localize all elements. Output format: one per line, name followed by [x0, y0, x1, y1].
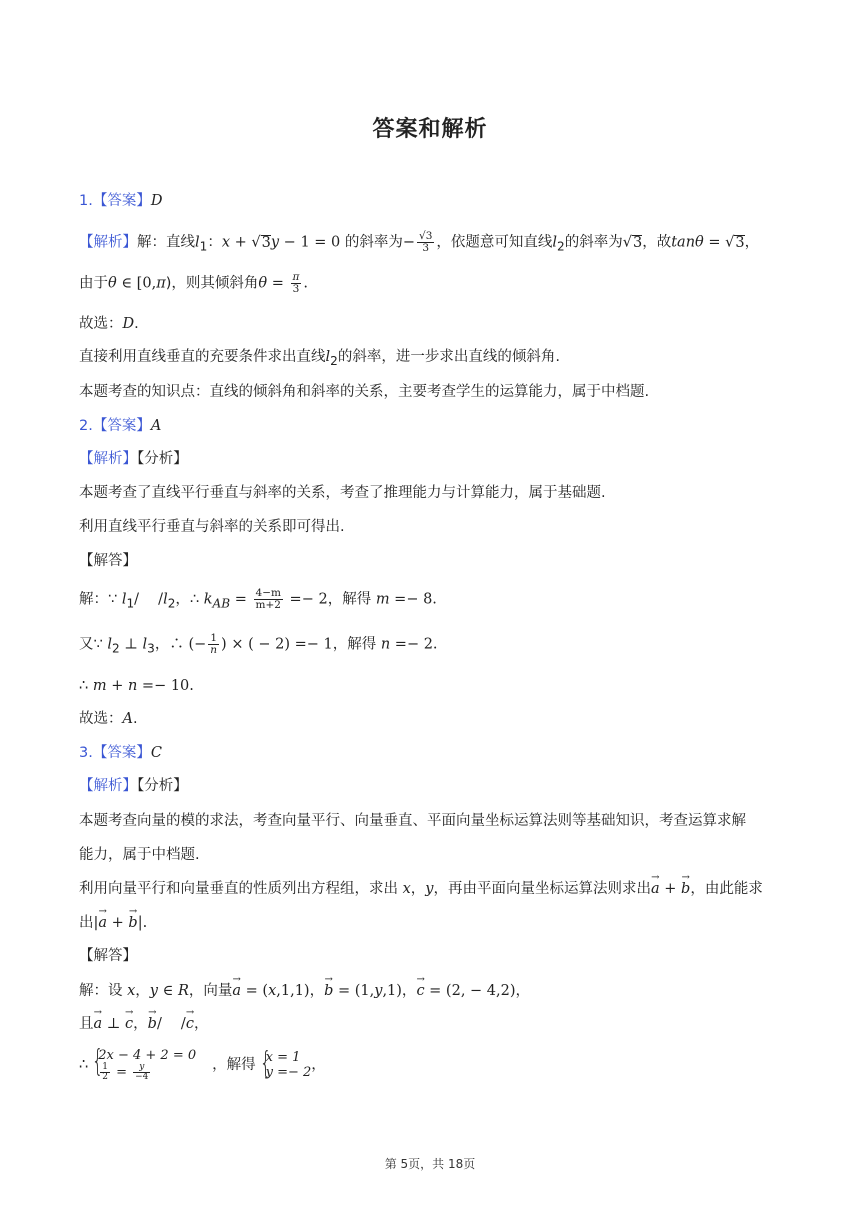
- math: +: [230, 234, 252, 251]
- q3-answer-head: 3.【答案】: [79, 745, 151, 761]
- vector: → b: [128, 912, 137, 934]
- math: ⊥: [119, 636, 143, 653]
- subscript: 1: [199, 239, 208, 254]
- math: ) × ( − 2) =− 1，解得: [221, 636, 381, 653]
- math: l: [552, 234, 558, 251]
- math: l: [325, 349, 331, 365]
- numerator: 4−m: [255, 587, 281, 599]
- vector: → a: [98, 912, 107, 934]
- math: =: [703, 234, 726, 251]
- text: ，向量: [188, 983, 233, 999]
- text: ，: [410, 881, 426, 897]
- math: tanθ: [671, 234, 704, 251]
- text: 利用向量平行和向量垂直的性质列出方程组，求出: [79, 881, 403, 897]
- q1-knowledge-line: 本题考查的知识点：直线的倾斜角和斜率的关系，主要考查学生的运算能力，属于中档题.: [79, 384, 650, 400]
- equation-system-1: { 2x − 4 + 2 = 0 $\frac{1}{2}$ = $\frac{y}{-4}$: [92, 1044, 197, 1082]
- text: 出|: [79, 915, 99, 931]
- q3-fenxi-line2: 能力，属于中档题.: [79, 847, 200, 863]
- math: θ: [258, 275, 268, 292]
- page-title: 答案和解析: [372, 117, 488, 142]
- text: ，: [744, 234, 760, 251]
- math: y: [425, 881, 434, 897]
- q2-fenxi-line1: 本题考查了直线平行垂直与斜率的关系，考查了推理能力与计算能力，属于基础题.: [79, 485, 606, 501]
- vector: → c: [125, 1013, 133, 1035]
- q1-analysis-tag: 【解析】: [79, 234, 137, 251]
- text: ，依题意可知直线: [436, 234, 553, 251]
- math: ∴: [79, 1057, 89, 1073]
- math: x: [127, 983, 136, 999]
- math: =: [111, 1065, 132, 1080]
- numerator: 1: [102, 1062, 108, 1072]
- q2-solution-line2: [79, 633, 790, 659]
- denominator: 3: [422, 242, 430, 254]
- math: =− 2.: [390, 636, 438, 653]
- text: 解：直线: [137, 234, 195, 251]
- math: x: [402, 881, 411, 897]
- vector: → a: [94, 1013, 103, 1035]
- vector: → a: [651, 878, 660, 900]
- math: / /: [156, 1016, 186, 1032]
- subscript: 2: [557, 239, 565, 254]
- math: x: [268, 983, 277, 999]
- math: |.: [137, 915, 148, 931]
- q2-analysis-tag: 【解析】: [79, 451, 137, 467]
- math: y: [270, 234, 280, 251]
- text: 的斜率，进一步求出直线的倾斜角.: [337, 349, 560, 365]
- q2-fenxi-tag: 【分析】: [137, 451, 188, 467]
- math: A: [122, 711, 133, 727]
- text: 故选：: [79, 316, 123, 332]
- text: )，则其倾斜角: [165, 275, 259, 292]
- denominator: n: [210, 644, 218, 656]
- math: ∈ [0,: [116, 275, 157, 292]
- system-row: [98, 1063, 196, 1082]
- text: ：: [207, 234, 222, 251]
- math: n: [127, 678, 138, 694]
- math: ∈: [158, 983, 178, 999]
- numerator: 1: [208, 633, 219, 645]
- q2-solution-line3: [79, 675, 790, 697]
- q3-solution-line2: [79, 1013, 790, 1035]
- q3-fenxi-line4: [79, 912, 790, 934]
- math: l: [142, 636, 148, 653]
- vector: → b: [324, 980, 333, 1002]
- math: +: [107, 915, 129, 931]
- q3-analysis-tag: 【解析】: [79, 778, 137, 794]
- math: y: [374, 983, 383, 999]
- q2-answer-line: [79, 415, 790, 437]
- math: ∴: [79, 678, 93, 694]
- q2-solution-line1: [79, 588, 790, 614]
- text: 直接利用直线垂直的充要条件求出直线: [79, 349, 326, 365]
- vector: → b: [681, 878, 690, 900]
- math: m: [375, 591, 390, 608]
- denominator: −4: [135, 1072, 149, 1082]
- q1-method-line: [79, 346, 790, 372]
- text: ，: [193, 1016, 209, 1032]
- denominator: 3: [292, 283, 300, 295]
- math: +: [106, 678, 128, 694]
- page-footer: 第 5页，共 18页: [384, 1157, 476, 1171]
- q3-fenxi-line1: 本题考查向量的模的求法，考查向量平行、向量垂直、平面向量坐标运算法则等基础知识，考查运算求解: [79, 813, 746, 829]
- subscript: 2: [167, 596, 176, 611]
- sqrt-arg: 3: [261, 234, 271, 251]
- equation-system-2: { x = 1 y =− 2: [259, 1046, 312, 1081]
- denominator: m+2: [255, 599, 281, 611]
- text: 又∵: [79, 636, 108, 653]
- q3-fenxi-tag: 【分析】: [137, 778, 188, 794]
- math: π: [156, 275, 166, 292]
- math: =: [267, 275, 289, 292]
- math: =− 2，解得: [284, 591, 376, 608]
- q3-solution-line3: [79, 1042, 790, 1088]
- vector: → c: [416, 980, 424, 1002]
- math: θ: [108, 275, 117, 292]
- math: l: [107, 636, 112, 653]
- math: = (1,: [333, 983, 375, 999]
- q2-answer: A: [150, 418, 162, 434]
- q1-choice-line: [79, 313, 790, 335]
- text: ，∴: [175, 591, 204, 608]
- math: = (2, − 4,2)，: [424, 983, 531, 999]
- numerator: y: [133, 1063, 150, 1073]
- text: 的斜率为−: [340, 234, 416, 251]
- math: x: [221, 234, 231, 251]
- q3-answer-line: [79, 742, 790, 764]
- q3-solution-line1: [79, 980, 790, 1002]
- subscript: 2: [330, 353, 338, 368]
- fraction: [291, 272, 302, 295]
- text: .: [134, 316, 139, 332]
- text: ，: [133, 1016, 148, 1032]
- text: .: [132, 711, 138, 727]
- math: R: [177, 983, 189, 999]
- q2-answer-head: 2.【答案】: [79, 418, 151, 434]
- fraction: [208, 633, 219, 656]
- system-row: 2x − 4 + 2 = 0: [98, 1048, 197, 1063]
- text: 故选：: [79, 711, 123, 727]
- math: =− 8.: [389, 591, 437, 608]
- text: .: [303, 275, 309, 292]
- numerator: π: [292, 271, 300, 283]
- q1-answer: D: [150, 193, 163, 209]
- subscript: AB: [212, 596, 231, 611]
- math: ,1,1)，: [276, 983, 325, 999]
- math: y: [149, 983, 158, 999]
- denominator: 2: [102, 1072, 108, 1082]
- math: ，∴ (−: [154, 636, 207, 653]
- subscript: 2: [111, 641, 120, 656]
- text: ，解得: [212, 1057, 256, 1073]
- math: =− 10.: [137, 678, 194, 694]
- sqrt-arg: 3: [632, 234, 643, 251]
- math: l: [163, 591, 168, 608]
- math: k: [203, 591, 213, 608]
- math: = (: [241, 983, 269, 999]
- q3-fenxi-line3: [79, 878, 790, 900]
- math: m: [92, 678, 107, 694]
- subscript: 1: [126, 596, 135, 611]
- text: ，故: [642, 234, 672, 251]
- math: ,1)，: [382, 983, 417, 999]
- math: ⊥: [102, 1016, 126, 1032]
- math: − 1 = 0: [279, 234, 341, 251]
- q2-jieda-tag: 【解答】: [79, 553, 137, 569]
- q2-fenxi-line2: 利用直线平行垂直与斜率的关系即可得出.: [79, 519, 345, 535]
- sqrt-arg: 3: [735, 234, 745, 251]
- q1-analysis-line2: [79, 272, 790, 295]
- math: n: [380, 636, 391, 653]
- text: ，: [135, 983, 150, 999]
- q3-jieda-tag: 【解答】: [79, 948, 137, 964]
- q2-choice-line: [79, 708, 790, 730]
- math: +: [659, 881, 682, 897]
- system-row: y =− 2: [265, 1065, 312, 1080]
- text: 解：∵: [79, 591, 122, 608]
- text: ，由此能求: [690, 881, 763, 897]
- q1-analysis-line1: 【解析】解：直线$l_1$：x + √3y − 1 = 0 的斜率为− $\frac{√3}{3}$ ，依题意可知直线$l_2$的斜率为√3，故tanθ = √3，: [79, 230, 760, 254]
- fraction: [417, 231, 434, 254]
- fraction: [254, 588, 283, 611]
- text: ，再由平面向量坐标运算法则求出: [433, 881, 651, 897]
- text: ，: [311, 1057, 326, 1073]
- numerator: √3: [419, 230, 433, 242]
- text: 的斜率为: [564, 234, 623, 251]
- vector: → a: [232, 980, 241, 1002]
- q1-answer-line: [79, 190, 790, 212]
- system-row: x = 1: [265, 1050, 301, 1065]
- text: 由于: [79, 275, 108, 292]
- math: D: [122, 316, 135, 332]
- text: 且: [79, 1016, 94, 1032]
- math: / /: [134, 591, 164, 608]
- math: l: [195, 234, 200, 251]
- q1-answer-head: 1.【答案】: [79, 193, 151, 209]
- q3-answer: C: [150, 745, 162, 761]
- text: 解：设: [79, 983, 128, 999]
- subscript: 3: [147, 641, 155, 656]
- math: l: [121, 591, 127, 608]
- math: =: [230, 591, 252, 608]
- vector: → c: [186, 1013, 194, 1035]
- q2-tags-line: [79, 448, 790, 470]
- q3-tags-line: [79, 775, 790, 797]
- vector: → b: [148, 1013, 157, 1035]
